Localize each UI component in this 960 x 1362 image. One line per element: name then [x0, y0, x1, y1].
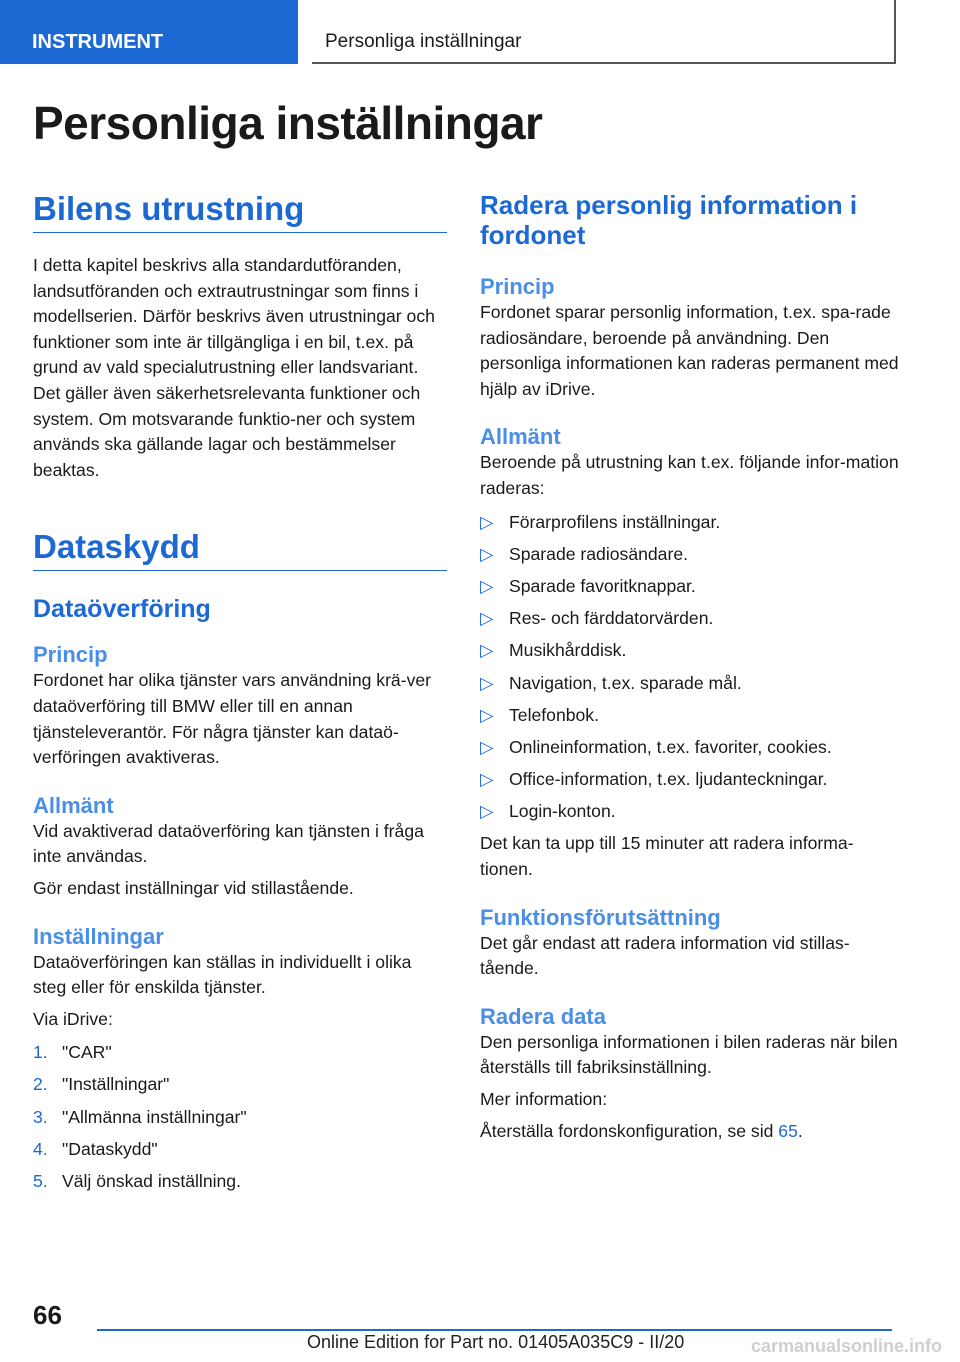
bilens-text: I detta kapitel beskrivs alla standardutföranden, landsutföranden och extrautrustningar som finns i modellserien. Därför beskrivs även utrustningar och funktioner som inte är tillgängliga i en bil, t.ex. på grund av vald specialutrustning eller landsvariant. Det gäller även säkerhetsrelevanta funktioner och system. Om motsvarande funktio-ner och system används ska gällande lagar och bestämmelser beaktas.	[33, 255, 435, 480]
funktion-text: Det går endast att radera information vid stillas-tående.	[480, 932, 850, 979]
list-item	[480, 510, 900, 536]
list-item	[480, 767, 900, 793]
page-number: 66	[33, 1300, 62, 1330]
triangle-bullet-icon: ▷	[480, 736, 494, 757]
page-reference-link[interactable]: 65	[778, 1120, 798, 1141]
step-text: "Dataskydd"	[62, 1138, 158, 1159]
step-number: 4.	[33, 1138, 48, 1159]
triangle-bullet-icon: ▷	[480, 640, 494, 661]
list-item	[480, 606, 900, 632]
heading-princip: Princip	[480, 274, 555, 299]
list-item-text: Office-information, t.ex. ljudanteckningar.	[509, 769, 828, 790]
reference-end: .	[797, 1120, 803, 1141]
section-tab: INSTRUMENT	[0, 0, 298, 64]
step-number: 3.	[33, 1106, 48, 1127]
triangle-bullet-icon: ▷	[480, 769, 494, 790]
step-text: "Inställningar"	[62, 1074, 170, 1095]
list-item-text: Sparade favoritknappar.	[509, 575, 696, 596]
triangle-bullet-icon: ▷	[480, 543, 494, 564]
heading-radera-data: Radera data	[480, 1003, 606, 1029]
heading-dataskydd: Dataskydd	[33, 528, 447, 571]
step-number: 1.	[33, 1042, 48, 1063]
allmant-text-2: Gör endast inställningar vid stillastående.	[33, 877, 354, 898]
step-text: "Allmänna inställningar"	[62, 1106, 247, 1127]
after-list-text: Det kan ta upp till 15 minuter att radera informa-tionen.	[480, 833, 854, 880]
list-item-text: Förarprofilens inställningar.	[509, 511, 721, 532]
step-number: 5.	[33, 1171, 48, 1192]
watermark: carmanualsonline.info	[750, 1336, 942, 1356]
reference-text: Återställa fordonskonfiguration, se sid	[480, 1120, 779, 1141]
page-title: Personliga inställningar	[33, 97, 543, 149]
heading-allmant: Allmänt	[33, 792, 114, 818]
list-item	[480, 638, 900, 664]
list-item-text: Onlineinformation, t.ex. favoriter, cookies.	[509, 736, 832, 757]
footer-edition: Online Edition for Part no. 01405A035C9 - II/20	[307, 1332, 685, 1352]
triangle-bullet-icon: ▷	[480, 608, 494, 629]
right-column	[480, 190, 900, 1144]
list-item-text: Sparade radiosändare.	[509, 543, 688, 564]
step-item	[33, 1072, 447, 1098]
princip-text: Fordonet sparar personlig information, t.ex. spa-rade radiosändare, beroende på användning. Den personliga informationen kan raderas permanent med hjälp av iDrive.	[480, 302, 899, 399]
heading-funktionsforutsattning: Funktionsförutsättning	[480, 904, 721, 930]
triangle-bullet-icon: ▷	[480, 575, 494, 596]
triangle-bullet-icon: ▷	[480, 801, 494, 822]
list-item-text: Navigation, t.ex. sparade mål.	[509, 672, 742, 693]
heading-allmant: Allmänt	[480, 424, 561, 450]
list-item	[480, 703, 900, 729]
via-idrive: Via iDrive:	[33, 1008, 113, 1029]
triangle-bullet-icon: ▷	[480, 511, 494, 532]
footer-divider	[97, 1329, 892, 1331]
heading-dataoverforing: Dataöverföring	[33, 595, 211, 624]
left-column	[33, 190, 447, 1201]
info-list	[480, 510, 900, 825]
header-title: Personliga inställningar	[312, 0, 896, 64]
step-text: "CAR"	[62, 1042, 112, 1063]
step-item	[33, 1137, 447, 1163]
list-item-text: Login-konton.	[509, 801, 616, 822]
triangle-bullet-icon: ▷	[480, 704, 494, 725]
list-item-text: Musikhårddisk.	[509, 640, 627, 661]
list-item	[480, 799, 900, 825]
mer-information: Mer information:	[480, 1089, 608, 1109]
step-item	[33, 1169, 447, 1195]
reference-line	[480, 1119, 900, 1145]
heading-bilens-utrustning: Bilens utrustning	[33, 190, 447, 233]
list-item	[480, 542, 900, 568]
allmant-text: Vid avaktiverad dataöverföring kan tjänsten i fråga inte användas.	[33, 820, 424, 867]
heading-installningar: Inställningar	[33, 923, 164, 949]
step-item	[33, 1105, 447, 1131]
radera-text: Den personliga informationen i bilen raderas när bilen återställs till fabriksinställning.	[480, 1031, 898, 1078]
princip-text: Fordonet har olika tjänster vars användning krä-ver dataöverföring till BMW eller till en annan tjänsteleverantör. För några tjänster kan dataö-verföringen avaktiveras.	[33, 670, 432, 768]
list-item	[480, 671, 900, 697]
list-item-text: Res- och färddatorvärden.	[509, 608, 714, 629]
step-text: Välj önskad inställning.	[62, 1171, 241, 1192]
heading-princip: Princip	[33, 642, 108, 668]
list-item	[480, 574, 900, 600]
list-item-text: Telefonbok.	[509, 704, 599, 725]
triangle-bullet-icon: ▷	[480, 672, 494, 693]
list-item	[480, 735, 900, 761]
steps-list	[33, 1040, 447, 1194]
installningar-text: Dataöverföringen kan ställas in individuellt i olika steg eller för enskilda tjänster.	[33, 951, 412, 998]
heading-radera-personlig-information: Radera personlig information i fordonet	[480, 190, 858, 250]
allmant-text: Beroende på utrustning kan t.ex. följande infor-mation raderas:	[480, 452, 899, 498]
step-number: 2.	[33, 1074, 48, 1095]
step-item	[33, 1040, 447, 1066]
